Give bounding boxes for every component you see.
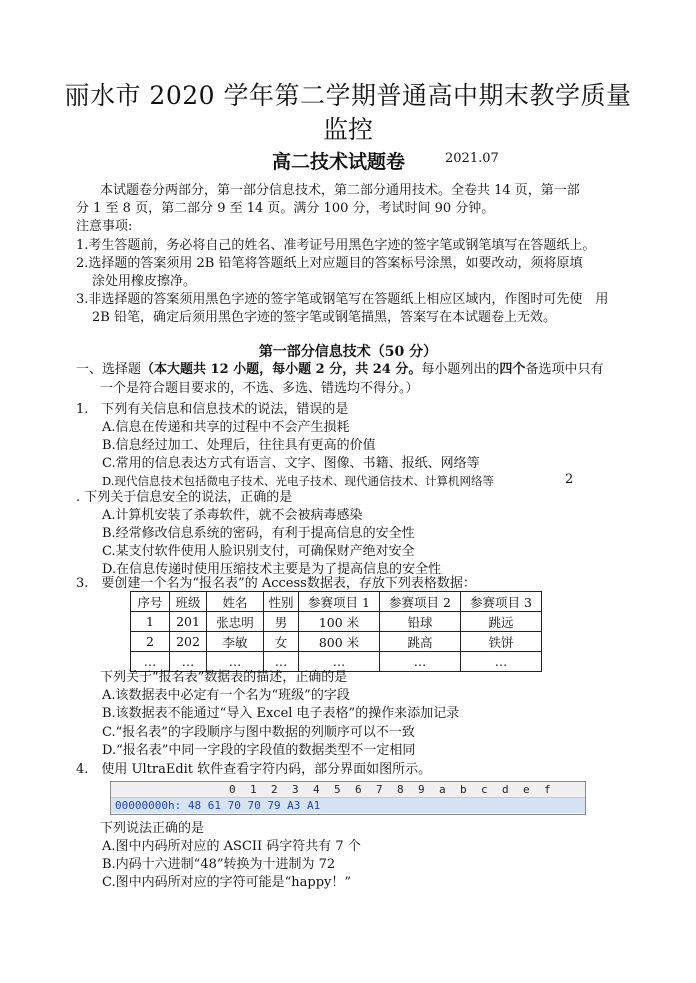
q4-option-b: B.内码十六进制“48”转换为十进制为 72 [102,857,336,872]
hex-col-label: 2 [271,783,278,796]
table-header-row [131,592,542,612]
table-cell: … [131,652,170,672]
table-header: 班级 [170,592,207,612]
choice-rule-bold: （本大题共 12 小题，每小题 2 分，共 24 分。 [141,362,422,377]
table-header: 序号 [131,592,170,612]
intro-line-2: 分 1 至 8 页，第二部分 9 至 14 页。满分 100 分，考试时间 90 分钟。 [76,201,495,216]
q1-stem: 1. 下列有关信息和信息技术的说法，错误的是 [76,402,349,417]
hex-col-label: a [439,783,446,796]
table-cell: … [264,652,299,672]
note-1: 1.考生答题前，务必将自己的姓名、准考证号用黑色字迹的签字笔或钢笔填写在答题纸上。 [76,238,596,253]
hex-col-label: d [502,783,509,796]
hex-col-label: 6 [355,783,362,796]
q2-option-d: D.在信息传递时使用压缩技术主要是为了提高信息的安全性 [102,562,442,577]
q4-option-a: A.图中内码所对应的 ASCII 码字符共有 7 个 [102,839,361,854]
hex-col-label: 9 [418,783,425,796]
table-header: 参赛项目 3 [461,592,542,612]
table-cell: 女 [264,632,299,652]
table-header: 参赛项目 2 [380,592,461,612]
table-cell: 铁饼 [461,632,542,652]
hex-col-label: 5 [334,783,341,796]
table-cell: … [380,652,461,672]
hex-col-label: 8 [397,783,404,796]
notes-heading: 注意事项: [76,219,133,234]
table-cell: 100 米 [299,612,380,632]
page-title-continued: 监控 [322,115,373,144]
q3-lead: 下列关于“报名表”数据表的描述，正确的是 [100,670,348,685]
q4-stem: 4. 使用 UltraEdit 软件查看字符内码，部分界面如图所示。 [76,762,432,777]
note-3-line-2: 2B 铅笔，确定后须用黑色字迹的签字笔或钢笔描黑，答案写在本试题卷上无效。 [92,310,556,325]
table-cell: 铅球 [380,612,461,632]
table-cell: … [299,652,380,672]
q1-option-a: A.信息在传递和共享的过程中不会产生损耗 [102,420,350,435]
hex-data-text: 00000000h: 48 61 70 70 79 A3 A1 [115,799,321,812]
q1-option-b: B.信息经过加工、处理后，往往具有更高的价值 [102,438,376,453]
q4-option-c: C.图中内码所对应的字符可能是“happy！” [102,875,352,890]
table-header: 姓名 [207,592,264,612]
q2-option-a: A.计算机安装了杀毒软件，就不会被病毒感染 [102,508,363,523]
choice-instructions-line-2: 一个是符合题目要求的，不选、多选、错选均不得分。） [100,381,419,396]
hex-data-row [111,798,585,813]
table-cell: 男 [264,612,299,632]
table-cell: 跳远 [461,612,542,632]
exam-date: 2021.07 [445,151,499,166]
choice-prefix: 一、选择题 [76,362,142,377]
table-cell: 张忠明 [207,612,264,632]
table-cell: 1 [131,612,170,632]
table-cell: … [207,652,264,672]
section-title: 第一部分信息技术（50 分） [258,344,438,360]
choice-instructions-line-1 [76,361,603,379]
table-cell: 800 米 [299,632,380,652]
hex-col-label: 1 [250,783,257,796]
hex-col-label: b [460,783,467,796]
hex-col-label: 0 [229,783,236,796]
q4-lead: 下列说法正确的是 [100,821,205,836]
choice-rule-2: 备选项中只有 [525,362,604,377]
hex-col-label: 3 [292,783,299,796]
table-cell: 202 [170,632,207,652]
q3-stem: 3. 要创建一个名为“报名表”的 Access数据表，存放下列表格数据： [76,576,476,591]
q3-option-a: A.该数据表中必定有一个名为“班级”的字段 [102,688,350,703]
table-cell: 跳高 [380,632,461,652]
q3-option-d: D.“报名表”中同一字段的字段值的数据类型不一定相同 [102,743,416,758]
q2-option-c: C.某支付软件使用人脸识别支付，可确保财产绝对安全 [102,544,415,559]
table-cell: 201 [170,612,207,632]
table-cell: 2 [131,632,170,652]
exam-subtitle: 高二技术试题卷 [272,151,406,173]
table-cell: … [170,652,207,672]
q3-option-b: B.该数据表不能通过“导入 Excel 电子表格”的操作来添加记录 [102,706,460,721]
intro-line-1: 本试题卷分两部分，第一部分信息技术，第二部分通用技术。全卷共 14 页，第一部 [100,183,580,198]
hex-col-label: 4 [313,783,320,796]
note-2-line-1: 2.选择题的答案须用 2B 铅笔将答题纸上对应题目的答案标号涂黑，如要改动，须将原填 [76,256,583,271]
table-header: 性别 [264,592,299,612]
note-2-line-2: 涂处用橡皮擦净。 [92,274,197,289]
note-3-line-1: 3.非选择题的答案须用黑色字迹的签字笔或钢笔写在答题纸上相应区域内，作图时可先使 用 [76,292,609,307]
hex-column-header [111,782,585,798]
choice-rule: 每小题列出的 [421,362,500,377]
q2-option-b: B.经常修改信息系统的密码，有利于提高信息的安全性 [102,526,415,541]
hex-col-label: c [481,783,488,796]
table-row [131,612,542,632]
hex-col-label: f [544,783,551,796]
q1-option-d: D.现代信息技术包括微电子技术、光电子技术、现代通信技术、计算机网络等 [102,474,494,488]
hex-col-label: 7 [376,783,383,796]
table-cell: 李敏 [207,632,264,652]
q2-stem: . 下列关于信息安全的说法，正确的是 [76,490,293,505]
q1-option-c: C.常用的信息表达方式有语言、文字、图像、书籍、报纸、网络等 [102,456,480,471]
page-title: 丽水市 2020 学年第二学期普通高中期末教学质量 [64,81,632,110]
registration-table [130,591,542,672]
ultraedit-hex-view [110,781,586,815]
table-cell: … [461,652,542,672]
hex-col-label: e [523,783,530,796]
table-header: 参赛项目 1 [299,592,380,612]
table-row [131,632,542,652]
q3-option-c: C.“报名表”的字段顺序与图中数据的列顺序可以不一致 [102,725,415,740]
choice-rule-bold-2: 四个 [499,362,526,377]
q2-number: 2 [565,472,574,487]
